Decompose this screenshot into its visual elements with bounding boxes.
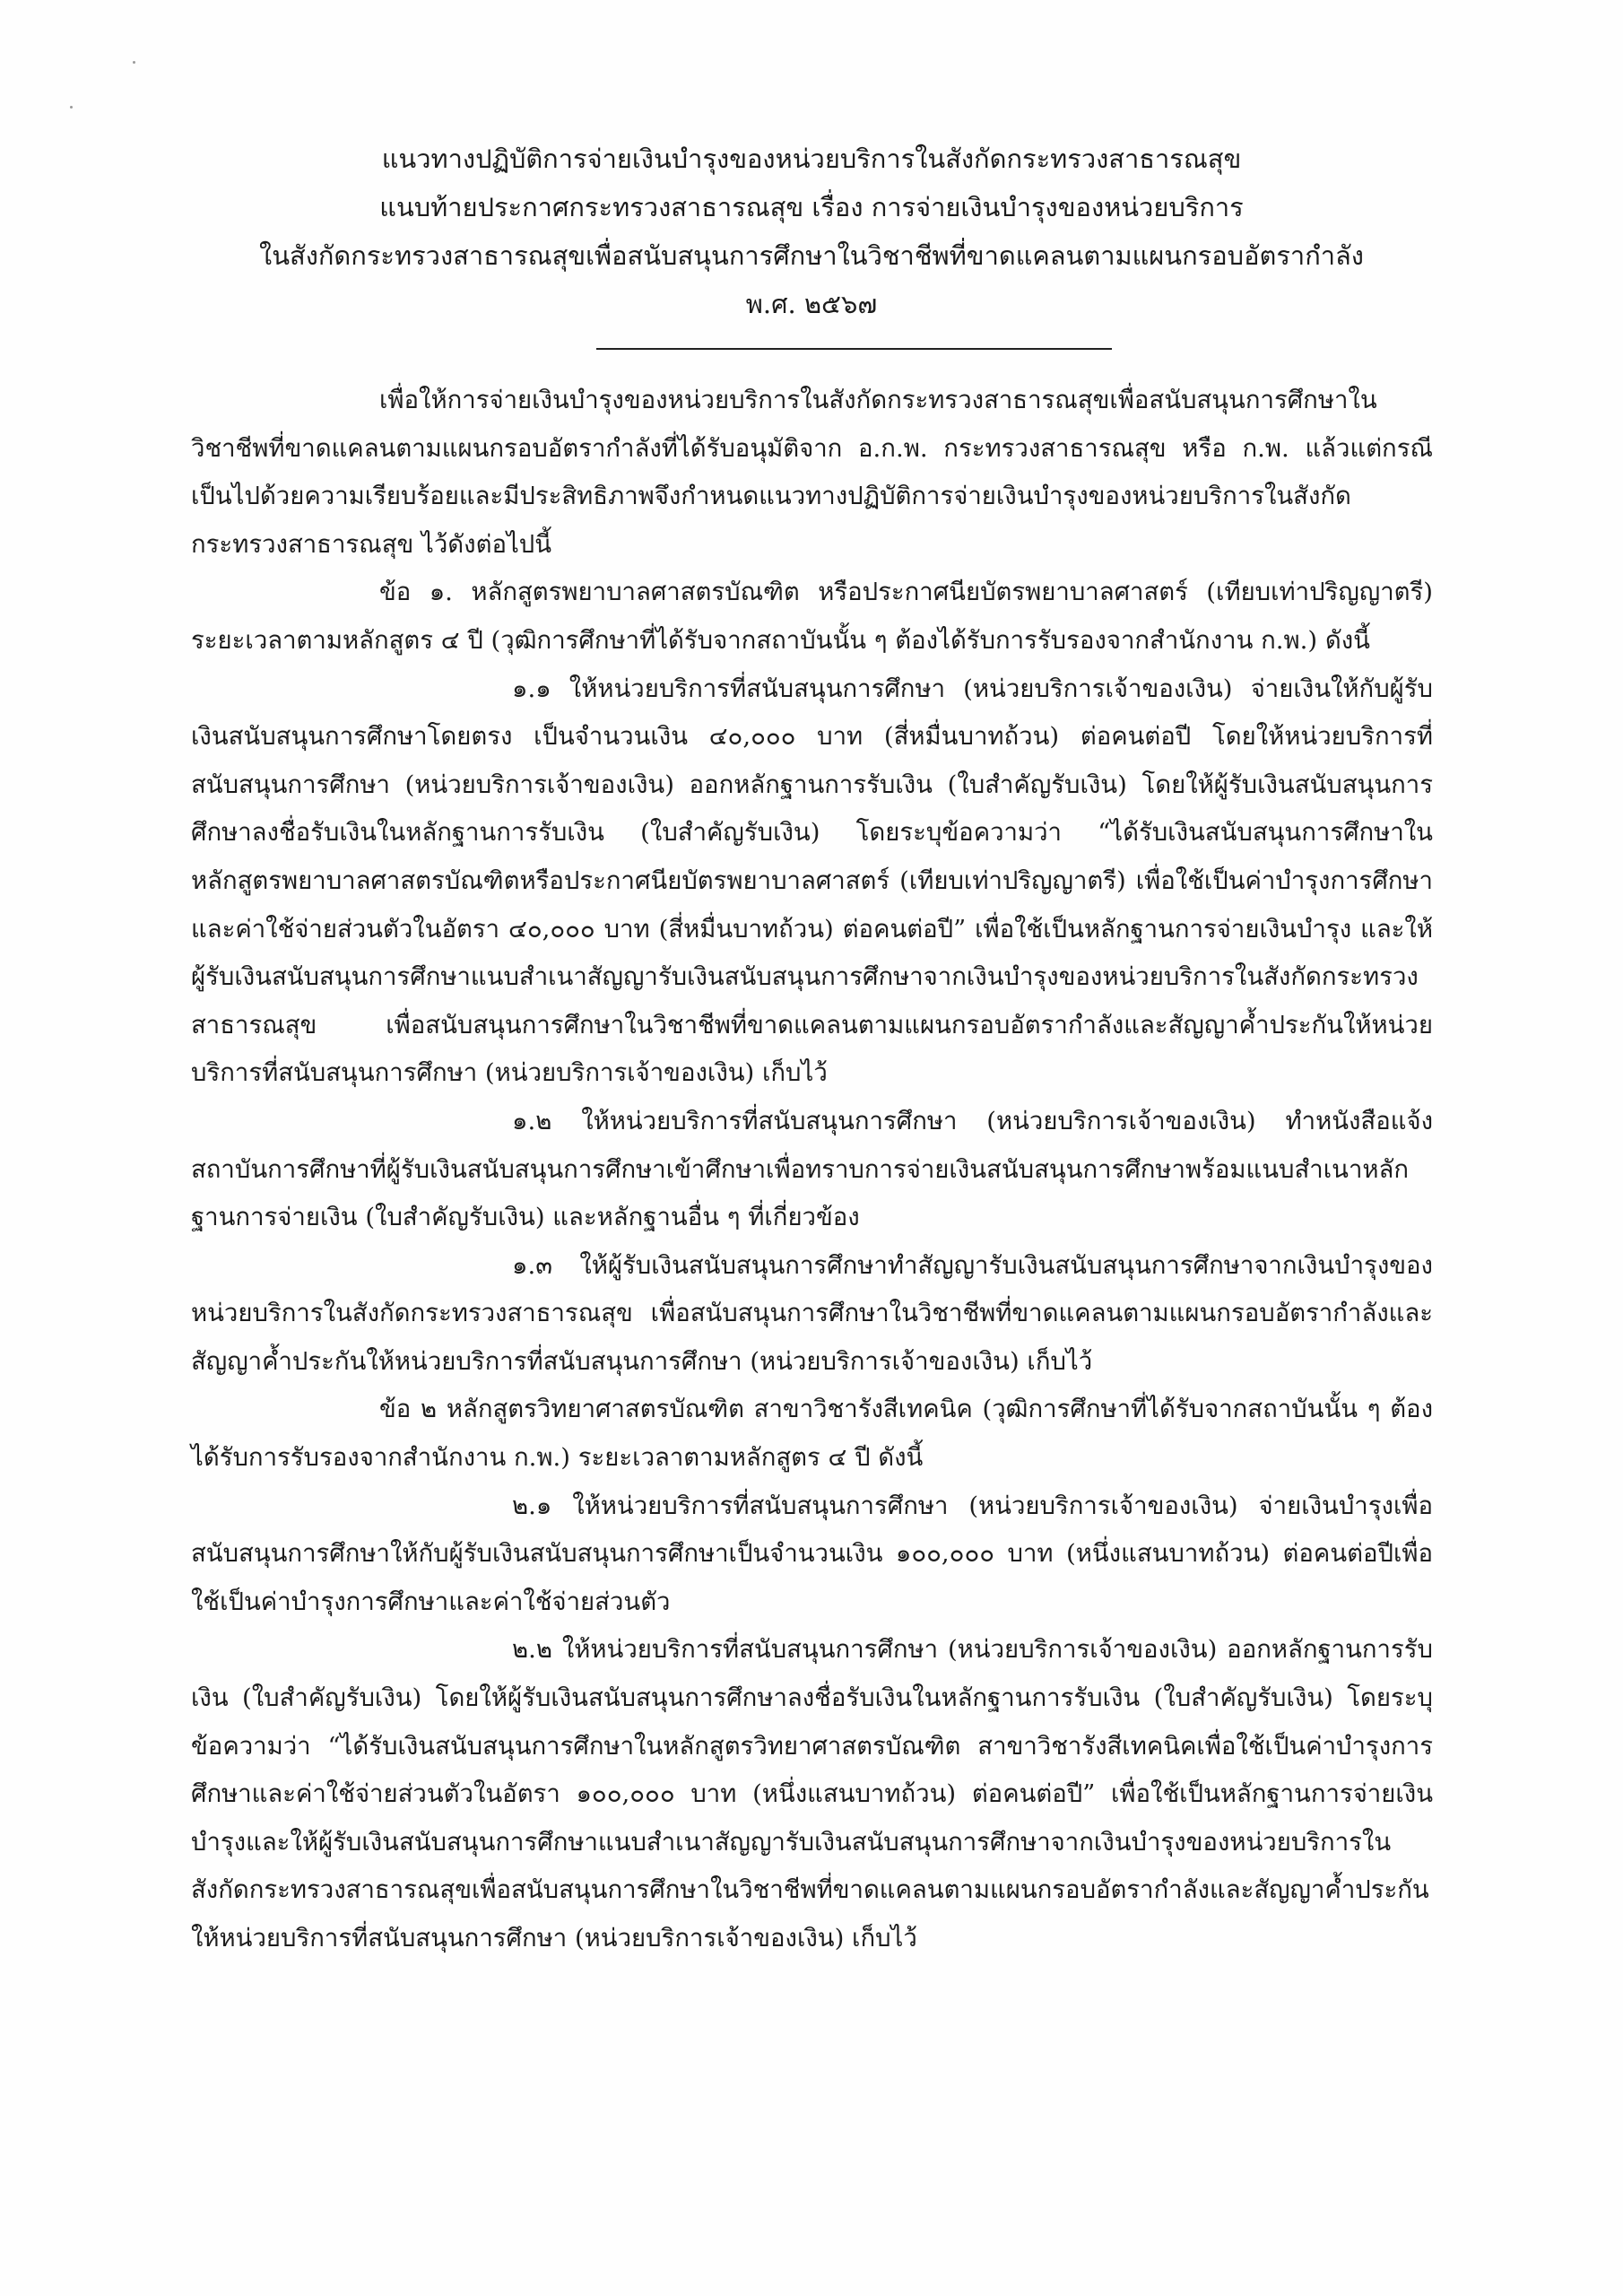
title-line: ในสังกัดกระทรวงสาธารณสุขเพื่อสนับสนุนการศึกษาในวิชาชีพที่ขาดแคลนตามแผนกรอบอัตรากำลัง <box>259 240 1364 271</box>
title-divider <box>596 348 1112 350</box>
document-title <box>206 135 1417 328</box>
clause-1: ข้อ ๑. หลักสูตรพยาบาลศาสตรบัณฑิต หรือประกาศนียบัตรพยาบาลศาสตร์ (เทียบเท่าปริญญาตรี) ระยะเวลาตามหลักสูตร ๔ ปี (วุฒิการศึกษาที่ได้รับจากสถาบันนั้น ๆ ต้องได้รับการรับรองจากสำนักงาน ก.พ.) ดังนี้ <box>191 578 1433 655</box>
clause-2: ข้อ ๒ หลักสูตรวิทยาศาสตรบัณฑิต สาขาวิชารังสีเทคนิค (วุฒิการศึกษาที่ได้รับจากสถาบันนั้น ๆ ต้องได้รับการรับรองจากสำนักงาน ก.พ.) ระยะเวลาตามหลักสูตร ๔ ปี ดังนี้ <box>191 1395 1433 1473</box>
clause-1-1: ๑.๑ ให้หน่วยบริการที่สนับสนุนการศึกษา (หน่วยบริการเจ้าของเงิน) จ่ายเงินให้กับผู้รับเงินสนับสนุนการศึกษาโดยตรง เป็นจำนวนเงิน ๔๐,๐๐๐ บาท (สี่หมื่นบาทถ้วน) ต่อคนต่อปี โดยให้หน่วยบริการที่สนับสนุนการศึกษา (หน่วยบริการเจ้าของเงิน) ออกหลักฐานการรับเงิน (ใบสำคัญรับเงิน) โดยให้ผู้รับเงินสนับสนุนการศึกษาลงชื่อรับเงินในหลักฐานการรับเงิน (ใบสำคัญรับเงิน) โดยระบุข้อความว่า “ได้รับเงินสนับสนุนการศึกษาในหลักสูตรพยาบาลศาสตรบัณฑิตหรือประกาศนียบัตรพยาบาลศาสตร์ (เทียบเท่าปริญญาตรี) เพื่อใช้เป็นค่าบำรุงการศึกษาและค่าใช้จ่ายส่วนตัวในอัตรา ๔๐,๐๐๐ บาท (สี่หมื่นบาทถ้วน) ต่อคนต่อปี” เพื่อใช้เป็นหลักฐานการจ่ายเงินบำรุง และให้ผู้รับเงินสนับสนุนการศึกษาแนบสำเนาสัญญารับเงินสนับสนุนการศึกษาจากเงินบำรุงของหน่วยบริการในสังกัดกระทรวงสาธารณสุข เพื่อสนับสนุนการศึกษาในวิชาชีพที่ขาดแคลนตามแผนกรอบอัตรากำลังและสัญญาค้ำประกันให้หน่วยบริการที่สนับสนุนการศึกษา (หน่วยบริการเจ้าของเงิน) เก็บไว้ <box>191 674 1433 1088</box>
clause-2-2: ๒.๒ ให้หน่วยบริการที่สนับสนุนการศึกษา (หน่วยบริการเจ้าของเงิน) ออกหลักฐานการรับเงิน (ใบสำคัญรับเงิน) โดยให้ผู้รับเงินสนับสนุนการศึกษาลงชื่อรับเงินในหลักฐานการรับเงิน (ใบสำคัญรับเงิน) โดยระบุข้อความว่า “ได้รับเงินสนับสนุนการศึกษาในหลักสูตรวิทยาศาสตรบัณฑิต สาขาวิชารังสีเทคนิคเพื่อใช้เป็นค่าบำรุงการศึกษาและค่าใช้จ่ายส่วนตัวในอัตรา ๑๐๐,๐๐๐ บาท (หนึ่งแสนบาทถ้วน) ต่อคนต่อปี” เพื่อใช้เป็นหลักฐานการจ่ายเงินบำรุงและให้ผู้รับเงินสนับสนุนการศึกษาแนบสำเนาสัญญารับเงินสนับสนุนการศึกษาจากเงินบำรุงของหน่วยบริการในสังกัดกระทรวงสาธารณสุขเพื่อสนับสนุนการศึกษาในวิชาชีพที่ขาดแคลนตามแผนกรอบอัตรากำลังและสัญญาค้ำประกันให้หน่วยบริการที่สนับสนุนการศึกษา (หน่วยบริการเจ้าของเงิน) เก็บไว้ <box>191 1635 1433 1952</box>
title-year: พ.ศ. ๒๕๖๗ <box>745 289 878 319</box>
scan-speck <box>133 61 135 64</box>
clause-1-3: ๑.๓ ให้ผู้รับเงินสนับสนุนการศึกษาทำสัญญารับเงินสนับสนุนการศึกษาจากเงินบำรุงของหน่วยบริการในสังกัดกระทรวงสาธารณสุข เพื่อสนับสนุนการศึกษาในวิชาชีพที่ขาดแคลนตามแผนกรอบอัตรากำลังและสัญญาค้ำประกันให้หน่วยบริการที่สนับสนุนการศึกษา (หน่วยบริการเจ้าของเงิน) เก็บไว้ <box>191 1250 1433 1376</box>
clause-2-1: ๒.๑ ให้หน่วยบริการที่สนับสนุนการศึกษา (หน่วยบริการเจ้าของเงิน) จ่ายเงินบำรุงเพื่อสนับสนุนการศึกษาให้กับผู้รับเงินสนับสนุนการศึกษาเป็นจำนวนเงิน ๑๐๐,๐๐๐ บาท (หนึ่งแสนบาทถ้วน) ต่อคนต่อปีเพื่อใช้เป็นค่าบำรุงการศึกษาและค่าใช้จ่ายส่วนตัว <box>191 1491 1433 1616</box>
scan-speck <box>70 106 73 109</box>
title-line: แนวทางปฏิบัติการจ่ายเงินบำรุงของหน่วยบริการในสังกัดกระทรวงสาธารณสุข <box>381 144 1242 174</box>
document-body <box>191 377 1433 1963</box>
intro-paragraph: เพื่อให้การจ่ายเงินบำรุงของหน่วยบริการในสังกัดกระทรวงสาธารณสุขเพื่อสนับสนุนการศึกษาในวิชาชีพที่ขาดแคลนตามแผนกรอบอัตรากำลังที่ได้รับอนุมัติจาก อ.ก.พ. กระทรวงสาธารณสุข หรือ ก.พ. แล้วแต่กรณี เป็นไปด้วยความเรียบร้อยและมีประสิทธิภาพจึงกำหนดแนวทางปฏิบัติการจ่ายเงินบำรุงของหน่วยบริการในสังกัดกระทรวงสาธารณสุข ไว้ดังต่อไปนี้ <box>191 386 1433 559</box>
title-line: แนบท้ายประกาศกระทรวงสาธารณสุข เรื่อง การจ่ายเงินบำรุงของหน่วยบริการ <box>379 192 1244 222</box>
clause-1-2: ๑.๒ ให้หน่วยบริการที่สนับสนุนการศึกษา (หน่วยบริการเจ้าของเงิน) ทำหนังสือแจ้งสถาบันการศึกษาที่ผู้รับเงินสนับสนุนการศึกษาเข้าศึกษาเพื่อทราบการจ่ายเงินสนับสนุนการศึกษาพร้อมแนบสำเนาหลักฐานการจ่ายเงิน (ใบสำคัญรับเงิน) และหลักฐานอื่น ๆ ที่เกี่ยวข้อง <box>191 1106 1433 1232</box>
